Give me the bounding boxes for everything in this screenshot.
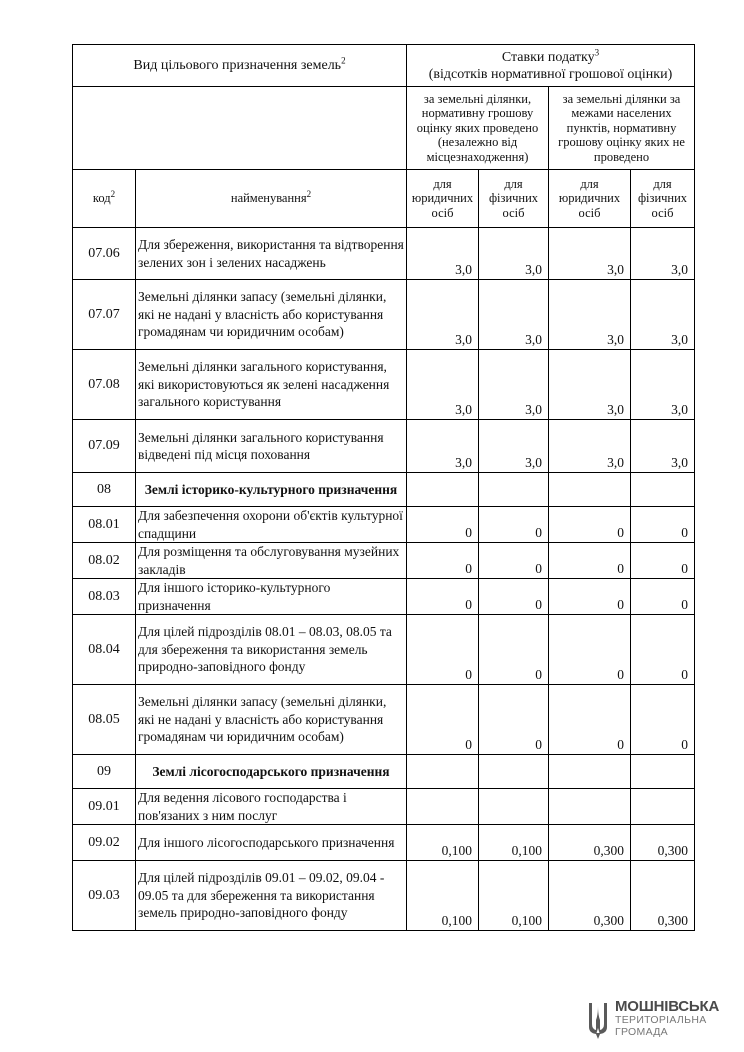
row-code: 07.06 [73,228,136,280]
rate-legal-2: 3,0 [549,228,631,280]
header-legal-entities-1: для юридичних осіб [407,170,479,228]
rate-individual-2: 0 [631,543,695,579]
rate-individual-1 [479,473,549,507]
rate-individual-2: 0 [631,685,695,755]
rate-individual-1: 3,0 [479,420,549,473]
rate-legal-1: 0,100 [407,861,479,931]
table-row [73,420,695,473]
rate-individual-1: 3,0 [479,228,549,280]
rate-individual-2: 3,0 [631,280,695,350]
header-group-inside: за земельні ділянки, нормативну грошову оцінку яких проведено (незалежно від місцезнаходження) [407,87,549,170]
row-code: 09.02 [73,825,136,861]
rate-legal-2 [549,755,631,789]
rate-legal-1: 3,0 [407,280,479,350]
rate-legal-1: 3,0 [407,228,479,280]
rate-legal-1 [407,755,479,789]
rate-legal-2: 0 [549,543,631,579]
row-name: Земельні ділянки загального користування, які використовуються як зелені насадження загального користування [136,350,407,420]
rate-individual-1: 0 [479,615,549,685]
rate-individual-1: 0 [479,507,549,543]
table-row [73,507,695,543]
row-name: Для забезпечення охорони об'єктів культурної спадщини [136,507,407,543]
table-row [73,350,695,420]
logo-line-1: МОШНІВСЬКА [615,998,720,1015]
header-group-outside: за земельні ділянки за межами населених пунктів, нормативну грошову оцінку яких не проведено [549,87,695,170]
header-individuals-2: для фізичних осіб [631,170,695,228]
table-row [73,789,695,825]
row-name: Земельні ділянки загального користування відведені під місця поховання [136,420,407,473]
trident-icon [587,1000,609,1040]
row-name: Для іншого історико-культурного призначення [136,579,407,615]
table-row [73,825,695,861]
header-land-type: Вид цільового призначення земель$^2$ [73,45,407,87]
rate-legal-1: 0 [407,615,479,685]
row-name: Для цілей підрозділів 08.01 – 08.03, 08.05 та для збереження та використання земель природно-заповідного фонду [136,615,407,685]
row-code: 08.03 [73,579,136,615]
header-empty-cell [73,87,407,170]
rate-legal-1: 0 [407,579,479,615]
table-row [73,473,695,507]
rate-legal-2: 0 [549,685,631,755]
rate-legal-1: 0,100 [407,825,479,861]
rate-legal-2 [549,473,631,507]
rate-legal-2: 0 [549,615,631,685]
tax-rates-table [72,44,695,931]
table-row [73,615,695,685]
rate-legal-2: 0,300 [549,825,631,861]
row-code: 07.08 [73,350,136,420]
row-code: 08.02 [73,543,136,579]
rate-individual-1: 3,0 [479,280,549,350]
rate-individual-2: 3,0 [631,350,695,420]
row-code: 08.05 [73,685,136,755]
rate-individual-2: 0,300 [631,861,695,931]
table-row [73,861,695,931]
rate-legal-1: 0 [407,543,479,579]
rate-individual-1 [479,755,549,789]
rate-individual-2 [631,473,695,507]
rate-legal-2 [549,789,631,825]
rate-individual-2: 3,0 [631,420,695,473]
row-code: 09.03 [73,861,136,931]
row-code: 09.01 [73,789,136,825]
rate-individual-2: 3,0 [631,228,695,280]
rate-individual-1: 3,0 [479,350,549,420]
rate-legal-2: 3,0 [549,350,631,420]
rate-legal-1: 0 [407,507,479,543]
row-code: 09 [73,755,136,789]
header-name: найменування$^2$ [136,170,407,228]
row-name: Земельні ділянки запасу (земельні ділянки, які не надані у власність або користування громадянам чи юридичним особам) [136,280,407,350]
rate-legal-1: 0 [407,685,479,755]
row-name: Для цілей підрозділів 09.01 – 09.02, 09.04 - 09.05 та для збереження та використання земель природно-заповідного фонду [136,861,407,931]
row-name: Для збереження, використання та відтворення зелених зон і зелених насаджень [136,228,407,280]
rate-legal-2: 3,0 [549,420,631,473]
rate-legal-1: 3,0 [407,350,479,420]
table-body [73,228,695,931]
header-code: код$^2$ [73,170,136,228]
rate-legal-2: 0 [549,579,631,615]
rate-individual-1: 0,100 [479,825,549,861]
rate-individual-2 [631,789,695,825]
header-legal-entities-2: для юридичних осіб [549,170,631,228]
rate-individual-2: 0,300 [631,825,695,861]
row-code: 07.07 [73,280,136,350]
row-name: Землі лісогосподарського призначення [136,755,407,789]
row-name: Для іншого лісогосподарського призначення [136,825,407,861]
row-code: 08.04 [73,615,136,685]
table-row [73,579,695,615]
table-row [73,543,695,579]
rate-individual-1: 0 [479,579,549,615]
row-name: Земельні ділянки запасу (земельні ділянки, які не надані у власність або користування громадянам чи юридичним особам) [136,685,407,755]
table-row [73,755,695,789]
rate-legal-1 [407,473,479,507]
table-row [73,280,695,350]
rate-legal-2: 3,0 [549,280,631,350]
rate-legal-1: 3,0 [407,420,479,473]
rate-individual-2 [631,755,695,789]
table-row [73,228,695,280]
rate-individual-2: 0 [631,615,695,685]
rate-individual-1: 0,100 [479,861,549,931]
community-logo [587,998,727,1042]
rate-individual-2: 0 [631,579,695,615]
header-tax-rates: Ставки податку$^3$ (відсотків нормативної грошової оцінки) [407,45,695,87]
rate-legal-2: 0 [549,507,631,543]
row-code: 08 [73,473,136,507]
row-code: 07.09 [73,420,136,473]
logo-line-3: ГРОМАДА [615,1026,668,1038]
rate-individual-1: 0 [479,543,549,579]
rate-individual-2: 0 [631,507,695,543]
row-name: Землі історико-культурного призначення [136,473,407,507]
header-individuals-1: для фізичних осіб [479,170,549,228]
row-name: Для розміщення та обслуговування музейних закладів [136,543,407,579]
rate-legal-1 [407,789,479,825]
row-name: Для ведення лісового господарства і пов'язаних з ним послуг [136,789,407,825]
row-code: 08.01 [73,507,136,543]
logo-line-2: ТЕРИТОРІАЛЬНА [615,1014,707,1026]
rate-legal-2: 0,300 [549,861,631,931]
rate-individual-1 [479,789,549,825]
table-row [73,685,695,755]
rate-individual-1: 0 [479,685,549,755]
